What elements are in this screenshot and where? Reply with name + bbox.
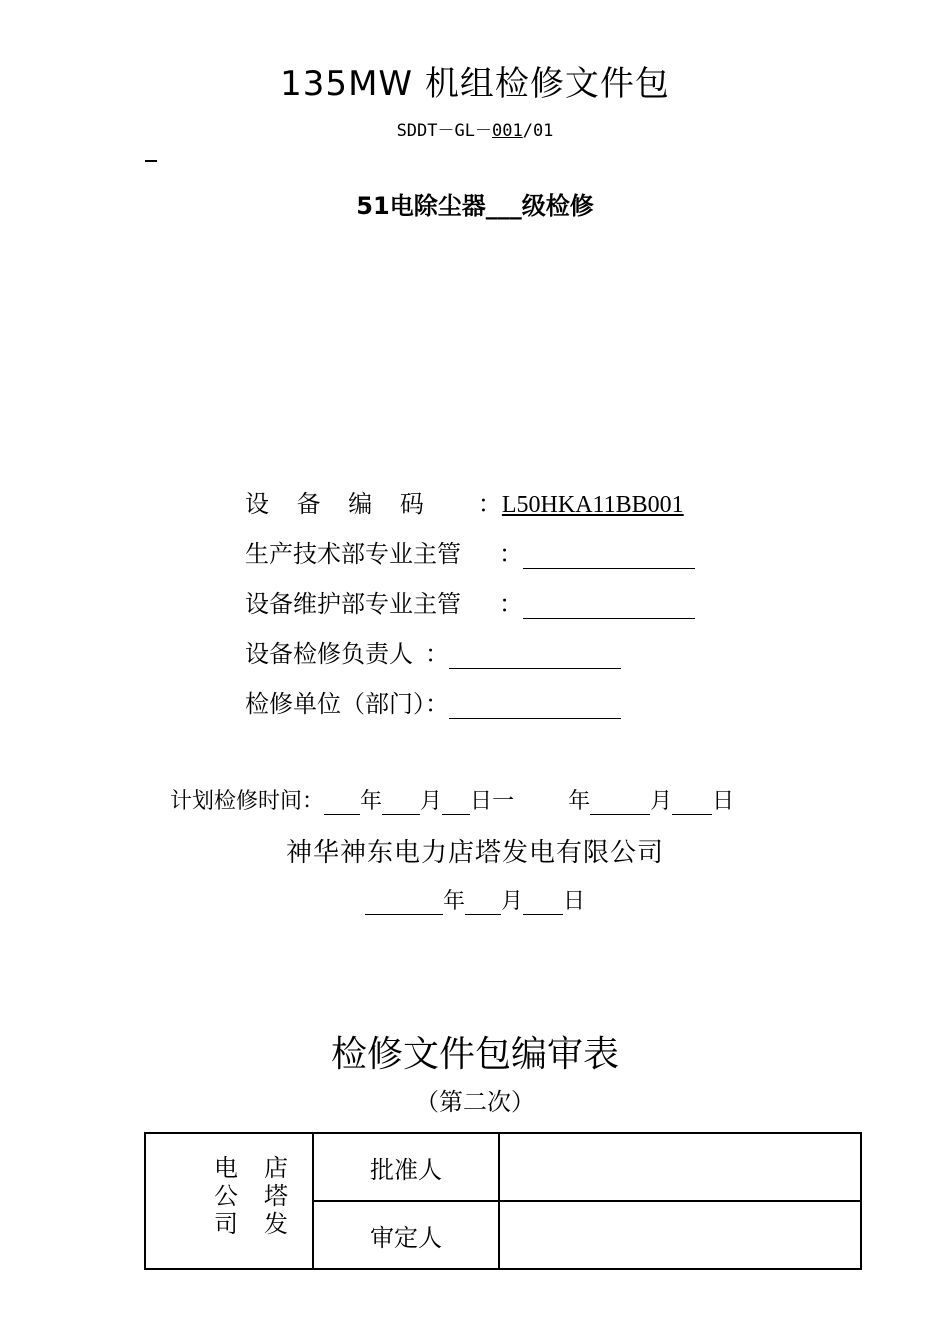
maint-dept-colon: ：: [499, 590, 523, 618]
plan-start-month-blank[interactable]: [382, 790, 420, 815]
company-name: 神华神东电力店塔发电有限公司: [285, 838, 664, 868]
date-day-blank[interactable]: [523, 890, 563, 915]
review-table-title: 检修文件包编审表: [330, 1034, 619, 1075]
equipment-code-row: [245, 484, 684, 519]
maint-dept-row: [245, 584, 695, 619]
org-column-2: [264, 1154, 288, 1238]
approver-signature-cell[interactable]: [499, 1133, 861, 1201]
plan-start-month: 月: [420, 789, 443, 814]
equipment-code-label: 设 备 编 码: [245, 490, 434, 518]
equipment-code-value: L50HKA11BB001: [501, 492, 684, 518]
review-table: [144, 1132, 862, 1270]
review-table-subtitle: （第二次）: [415, 1088, 535, 1116]
org-char: 店: [264, 1154, 288, 1182]
maint-dept-blank[interactable]: [523, 592, 695, 619]
planned-time-row: [170, 784, 734, 815]
date-day: 日: [563, 889, 586, 914]
plan-end-month-blank[interactable]: [590, 790, 650, 815]
date-month-blank[interactable]: [465, 890, 501, 915]
plan-end-month: 月: [650, 789, 673, 814]
plan-start-day-blank[interactable]: [442, 790, 470, 815]
org-char: 公: [214, 1182, 238, 1210]
plan-end-year: 年: [568, 789, 591, 814]
document-date: [0, 884, 950, 915]
doc-number-prefix: SDDT－GL－: [396, 121, 492, 141]
overhaul-unit-row: [245, 684, 621, 719]
prod-tech-colon: ：: [499, 540, 523, 568]
org-char: 电: [214, 1154, 238, 1182]
date-year: 年: [442, 889, 465, 914]
org-cell: [145, 1133, 313, 1269]
table-row: [145, 1133, 861, 1201]
overhaul-lead-blank[interactable]: [449, 642, 621, 669]
plan-end-day-blank[interactable]: [672, 790, 712, 815]
maint-dept-label: 设备维护部专业主管: [245, 590, 461, 618]
plan-start-day: 日: [470, 789, 493, 814]
overhaul-lead-colon: ：: [425, 640, 449, 668]
document-number: [0, 116, 950, 141]
plan-start-year-blank[interactable]: [324, 790, 360, 815]
overhaul-lead-label: 设备检修负责人: [245, 640, 413, 668]
overhaul-unit-colon: ：: [425, 690, 449, 718]
prod-tech-label: 生产技术部专业主管: [245, 540, 461, 568]
subject-heading: 51电除尘器___级检修: [356, 192, 594, 220]
planned-time-label: 计划检修时间：: [170, 789, 325, 814]
doc-number-suffix: /01: [522, 121, 554, 141]
overhaul-unit-label: 检修单位（部门）: [245, 690, 425, 718]
plan-end-day: 日: [712, 789, 735, 814]
date-year-blank[interactable]: [365, 890, 443, 915]
org-char: 塔: [264, 1182, 288, 1210]
overhaul-unit-blank[interactable]: [449, 692, 621, 719]
overhaul-lead-row: [245, 634, 621, 669]
prod-tech-blank[interactable]: [523, 542, 695, 569]
document-title: 135MW 机组检修文件包: [280, 64, 670, 104]
org-char: 司: [214, 1210, 238, 1238]
plan-start-year: 年: [360, 789, 383, 814]
plan-range-dash: 一: [492, 789, 515, 814]
role-reviewer: 审定人: [313, 1201, 499, 1269]
date-month: 月: [500, 889, 523, 914]
equipment-code-colon: ：: [477, 490, 502, 518]
reviewer-signature-cell[interactable]: [499, 1201, 861, 1269]
margin-dash: [145, 160, 157, 162]
org-char: 发: [264, 1210, 288, 1238]
doc-number-code: 001: [491, 121, 523, 141]
org-column-1: [214, 1154, 238, 1238]
prod-tech-row: [245, 534, 695, 569]
role-approver: 批准人: [313, 1133, 499, 1201]
